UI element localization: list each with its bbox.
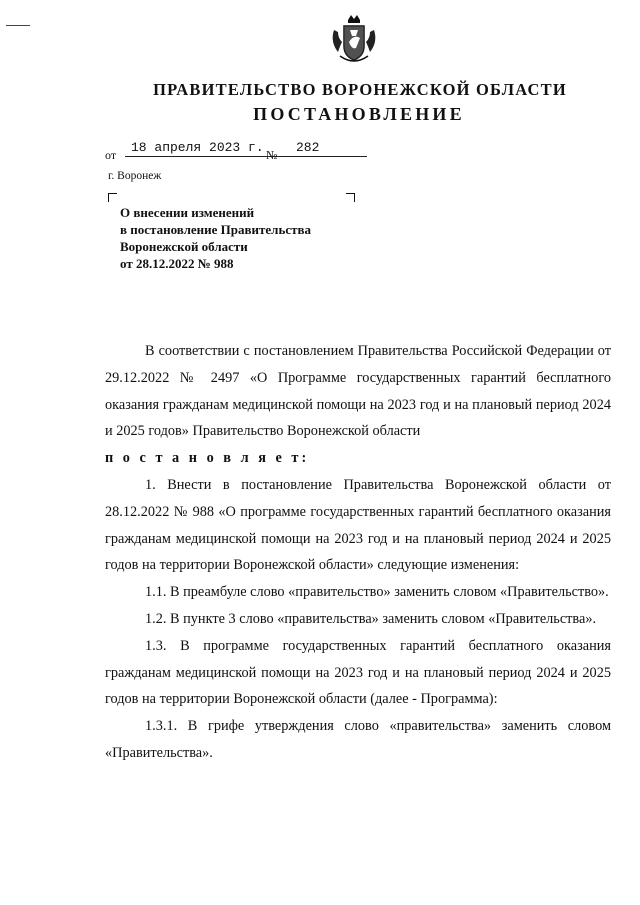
subject-line: Воронежской области (120, 239, 248, 254)
subject-line: от 28.12.2022 № 988 (120, 256, 234, 271)
document-type: ПОСТАНОВЛЕНИЕ (253, 104, 465, 124)
scan-mark (6, 25, 30, 26)
number-label: № (266, 148, 278, 162)
item-paragraph: 1.3.1. В грифе утверждения слово «правительства» заменить словом «Правительства». (105, 718, 611, 761)
item-paragraph: 1.1. В преамбуле слово «правительство» заменить словом «Правительство». (145, 584, 609, 601)
document-subject (120, 204, 360, 272)
date-prefix: от (105, 148, 117, 162)
preamble-paragraph: В соответствии с постановлением Правительства Российской Федерации от 29.12.2022 № 2497 «О Программе государственных гарантий бесплатного оказания гражданам медицинской помощи на 2023 год и на плановый период 2024 и 2025 годов» Правительство Воронежской области (105, 343, 611, 440)
date-underline (125, 156, 367, 157)
document-body (105, 338, 611, 767)
city: г. Воронеж (108, 170, 162, 182)
coat-of-arms-icon (326, 12, 382, 68)
item-paragraph: 1.3. В программе государственных гарантий бесплатного оказания гражданам медицинской помощи на 2023 год и на плановый период 2024 и 2025 годов на территории Воронежской области (далее - Программа): (105, 637, 611, 708)
item-paragraph: 1.2. В пункте 3 слово «правительства» заменить словом «Правительства». (145, 610, 597, 627)
government-title: ПРАВИТЕЛЬСТВО ВОРОНЕЖСКОЙ ОБЛАСТИ (153, 80, 567, 99)
decree-word: п о с т а н о в л я е т: (105, 450, 310, 467)
subject-line: в постановление Правительства (120, 222, 312, 237)
subject-bracket-right (346, 193, 355, 202)
item-paragraph: 1. Внести в постановление Правительства Воронежской области от 28.12.2022 № 988 «О программе государственных гарантий бесплатного оказания гражданам медицинской помощи на 2023 год и на плановый период 2024 и 2025 годов на территории Воронежской области» следующие изменения: (105, 476, 611, 574)
subject-bracket-left (108, 193, 117, 202)
document-date: 18 апреля 2023 г. (131, 140, 264, 155)
registration-line (105, 140, 365, 162)
document-number: 282 (296, 140, 320, 155)
subject-line: О внесении изменений (120, 205, 255, 220)
